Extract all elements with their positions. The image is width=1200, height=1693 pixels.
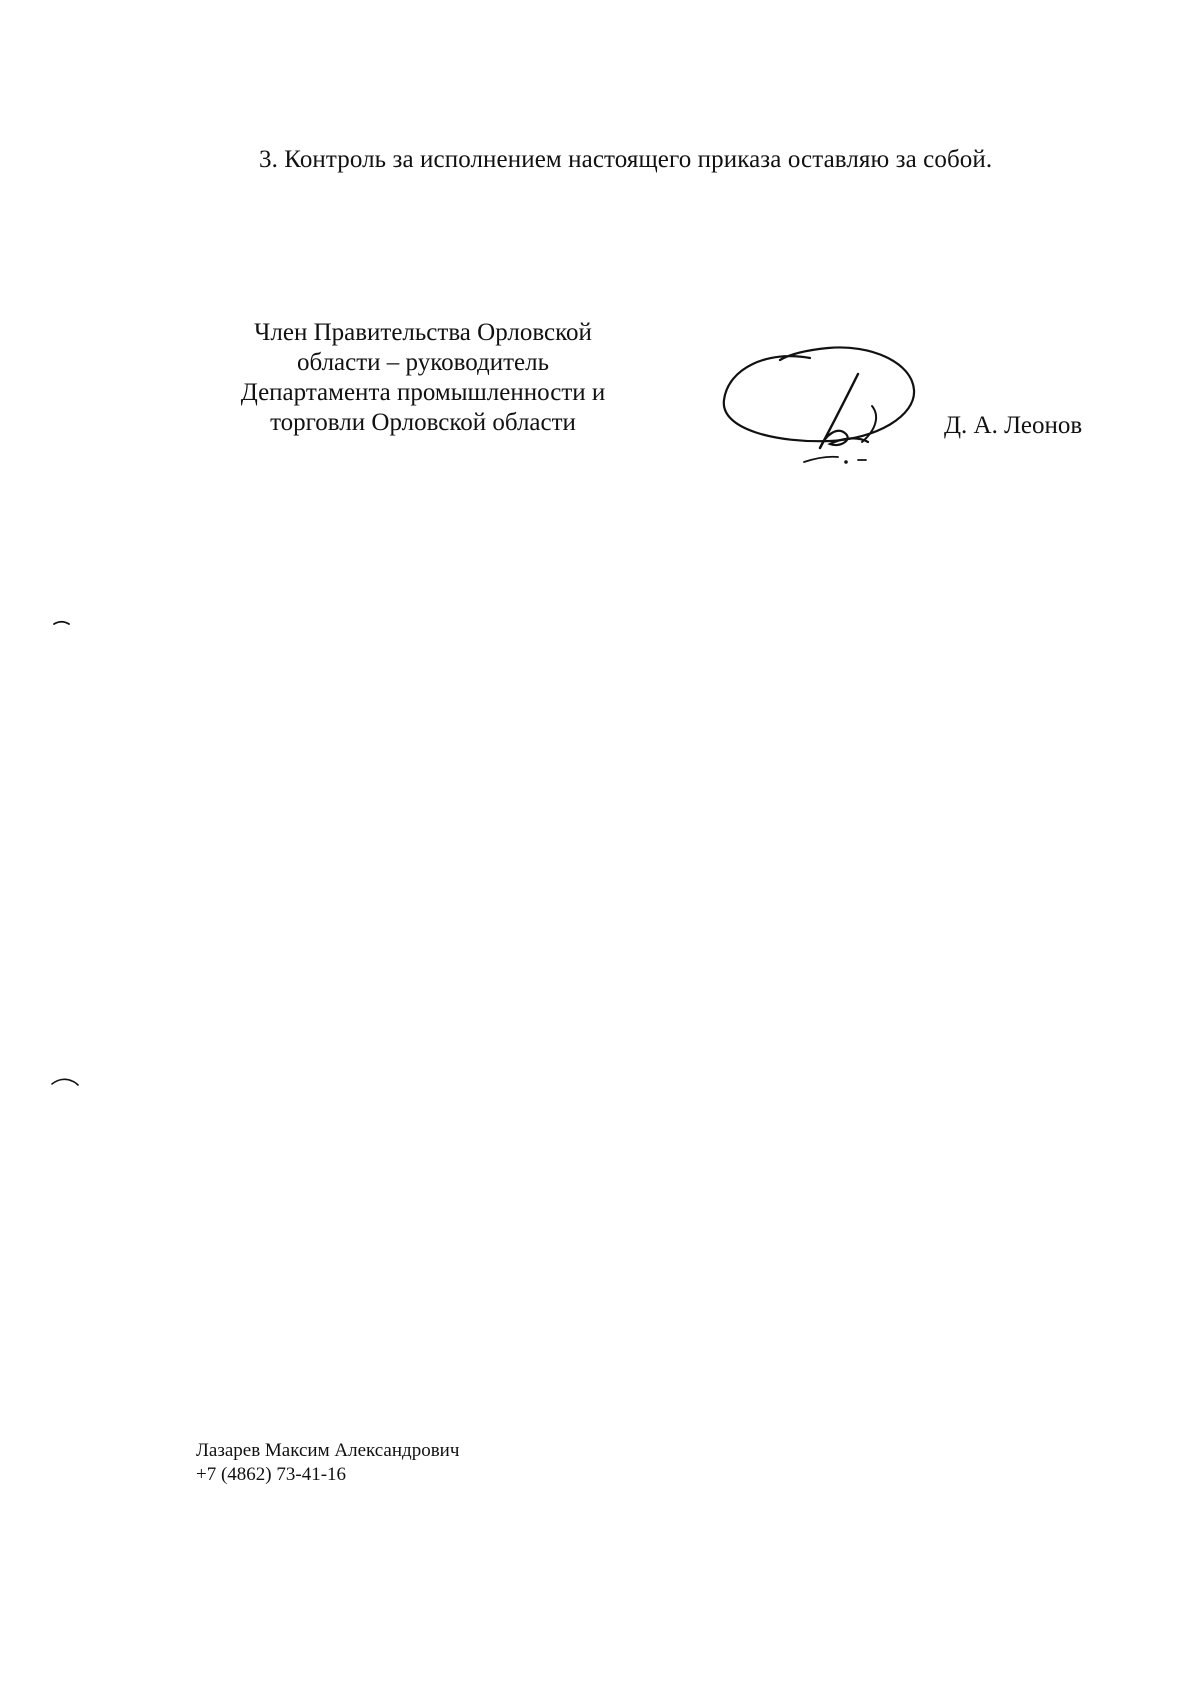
signatory-position-line: области – руководитель	[296, 349, 550, 376]
order-item-3: 3. Контроль за исполнением настоящего приказа оставляю за собой.	[259, 146, 993, 173]
margin-mark	[52, 618, 72, 628]
signatory-position-line: торговли Орловской области	[270, 409, 576, 436]
executor-phone: +7 (4862) 73-41-16	[196, 1464, 347, 1485]
signatory-position	[190, 318, 656, 438]
margin-mark	[50, 1076, 80, 1088]
handwritten-signature	[718, 338, 920, 466]
executor-name: Лазарев Максим Александрович	[196, 1440, 460, 1461]
signatory-position-line: Член Правительства Орловской	[254, 319, 592, 346]
signatory-name: Д. А. Леонов	[944, 412, 1083, 439]
executor-info	[196, 1439, 459, 1487]
signatory-position-line: Департамента промышленности и	[240, 379, 606, 406]
